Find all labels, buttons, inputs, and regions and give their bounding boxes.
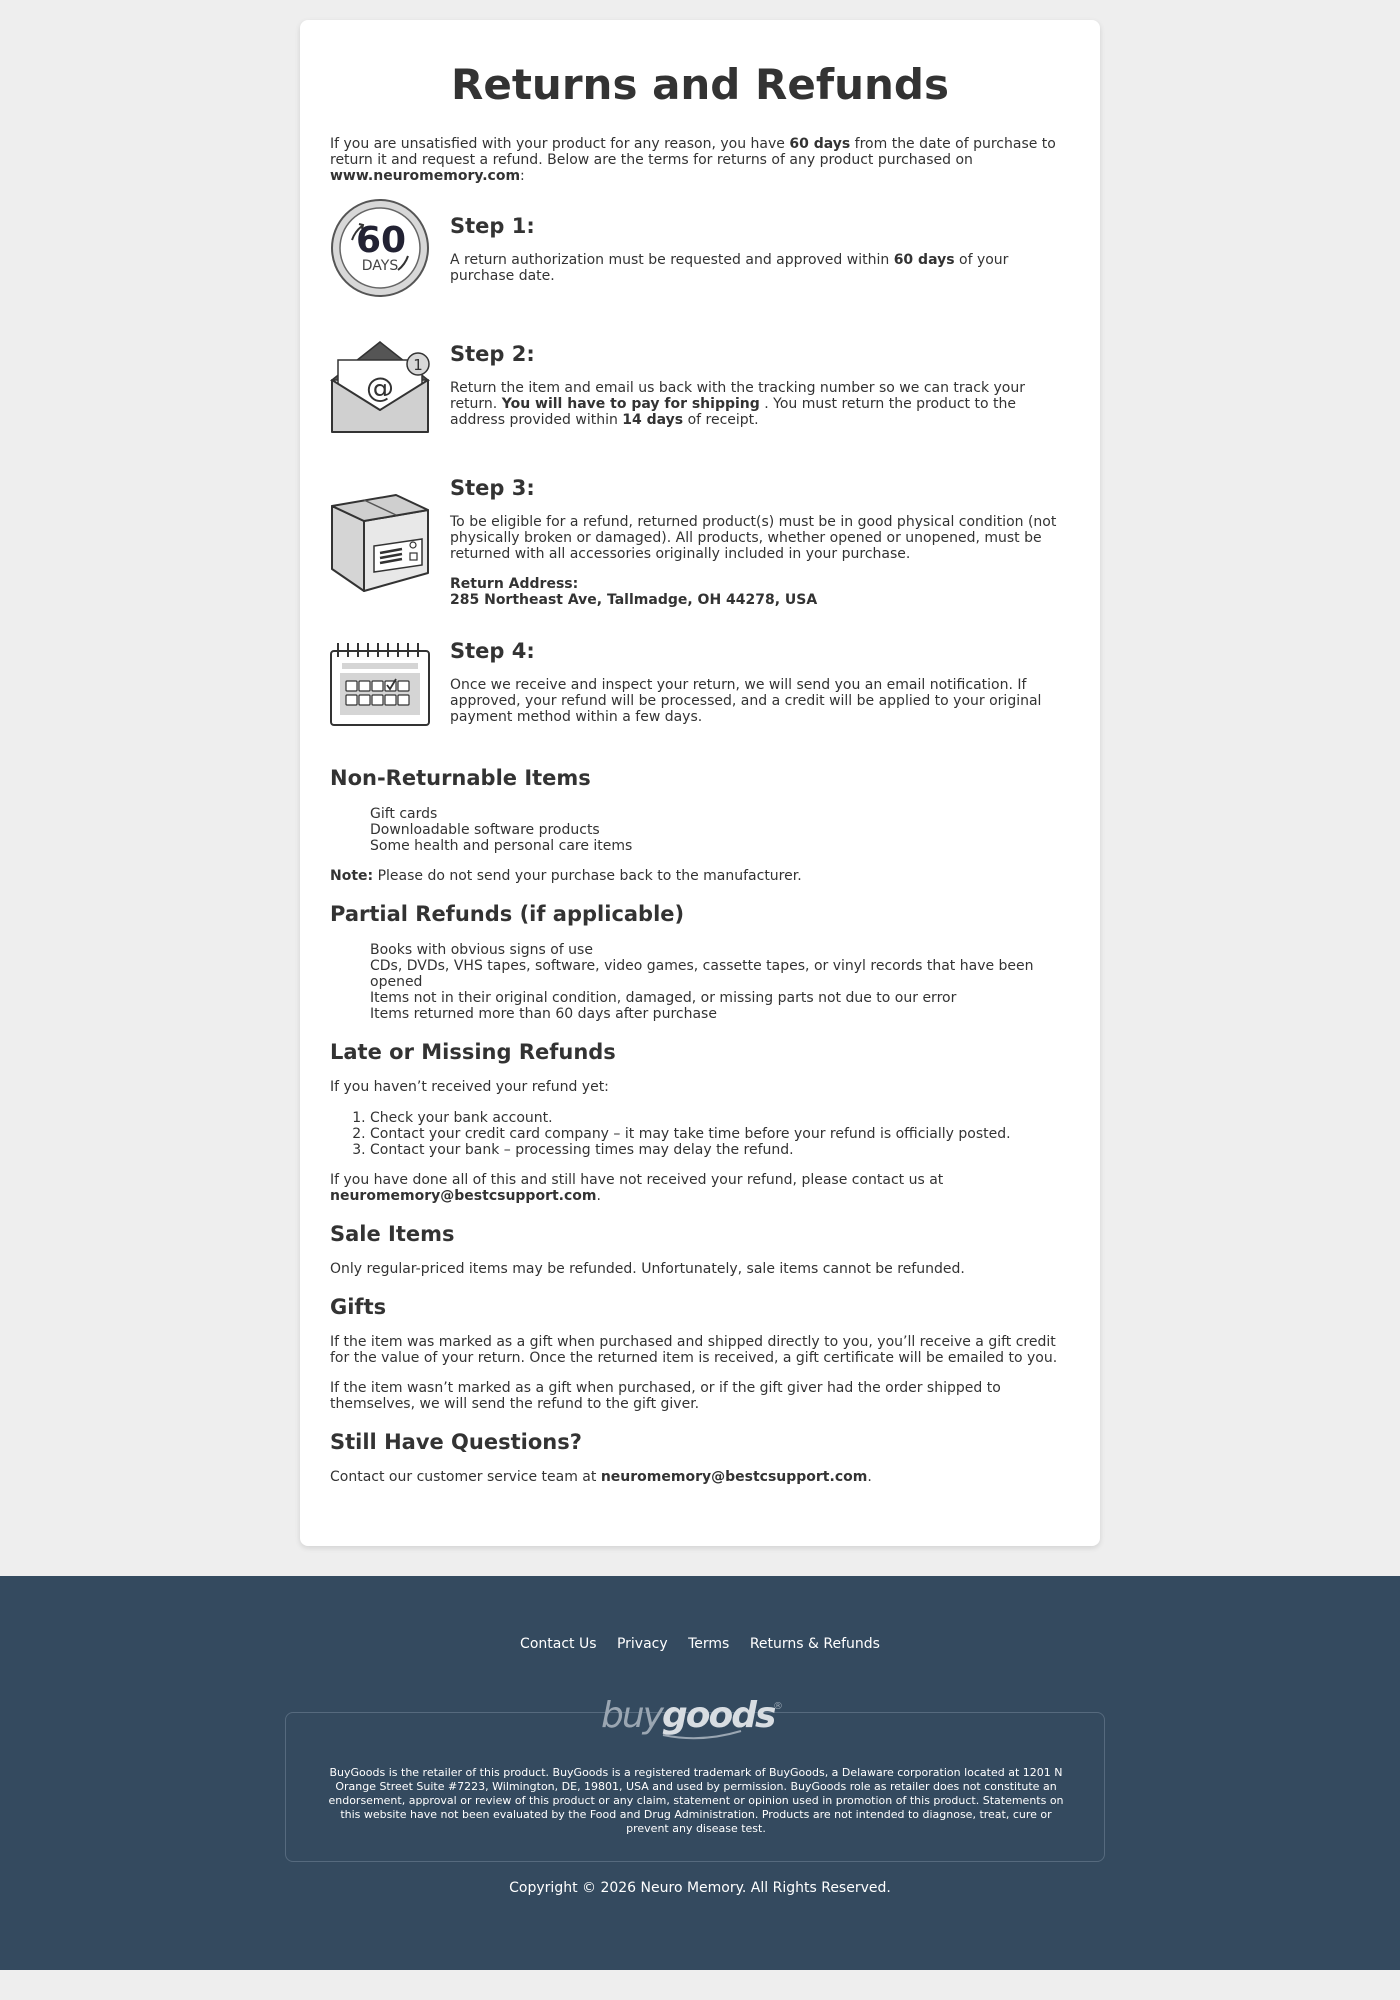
step-1-text: A return authorization must be requested and approved within 60 days of your purchase date.	[450, 252, 1009, 285]
list-item: Gift cards	[370, 806, 438, 823]
list-item: 1. Check your bank account.	[370, 1110, 1070, 1126]
list-item: 2. Contact your credit card company – it may take time before your refund is officially posted.	[370, 1126, 1070, 1142]
svg-text:buygoods: buygoods	[601, 1695, 775, 1736]
site-url: www.neuromemory.com	[330, 168, 521, 185]
return-address-value: 285 Northeast Ave, Tallmadge, OH 44278, USA	[450, 592, 818, 609]
questions-heading: Still Have Questions?	[330, 1430, 582, 1455]
returns-card	[300, 20, 1100, 1546]
list-item: Items not in their original condition, damaged, or missing parts not due to our error	[370, 990, 957, 1007]
60-days-badge-icon	[330, 198, 430, 302]
return-address	[450, 576, 1070, 608]
step-2-text: Return the item and email us back with the tracking number so we can track your return. You will have to pay for shipping . You must return the product to the address provided within 14 days of receipt.	[450, 380, 1025, 429]
step-1-title: Step 1:	[450, 214, 535, 239]
step-1	[330, 198, 1070, 302]
footer-link-terms[interactable]: Terms	[688, 1636, 730, 1652]
badge-number: 60	[355, 220, 407, 262]
step-4-title: Step 4:	[450, 639, 535, 664]
late-refunds-heading: Late or Missing Refunds	[330, 1040, 616, 1065]
intro-text: If you are unsatisfied with your product for any reason, you have 60 days from the date of purchase to return it and request a refund. Below are the terms for returns of any product purchased on www.neuromemory.com:	[330, 136, 1056, 185]
footer-link-returns[interactable]: Returns & Refunds	[749, 1636, 880, 1652]
step-4	[330, 641, 1070, 731]
support-email: neuromemory@bestcsupport.com	[600, 1469, 868, 1486]
footer-nav	[0, 1636, 1400, 1652]
support-email: neuromemory@bestcsupport.com	[330, 1188, 597, 1205]
step-3-text: To be eligible for a refund, returned product(s) must be in good physical condition (not physically broken or damaged). All products, whether opened or unopened, must be returned with all accessories originally included in your purchase.	[450, 514, 1057, 563]
note-text: Note: Please do not send your purchase back to the manufacturer.	[330, 868, 802, 885]
list-item: Some health and personal care items	[370, 838, 633, 855]
step-2	[330, 340, 1070, 440]
return-address-label: Return Address:	[450, 576, 579, 593]
badge-label: DAYS	[361, 258, 399, 275]
step-2-title: Step 2:	[450, 342, 535, 367]
footer-link-contact[interactable]: Contact Us	[520, 1636, 597, 1652]
step-4-text: Once we receive and inspect your return, we will send you an email notification. If approved, your refund will be processed, and a credit will be applied to your original payment method within a few days.	[450, 677, 1042, 726]
list-item: Items returned more than 60 days after purchase	[370, 1006, 717, 1023]
copyright-text: Copyright © 2026 Neuro Memory. All Rights Reserved.	[509, 1880, 891, 1896]
list-item: Downloadable software products	[370, 822, 600, 839]
step-3-title: Step 3:	[450, 476, 535, 501]
site-footer	[0, 1576, 1400, 1970]
svg-text:®: ®	[773, 1701, 783, 1712]
buygoods-logo	[286, 1691, 1106, 1745]
package-box-icon	[330, 483, 430, 608]
non-returnable-heading: Non-Returnable Items	[330, 766, 591, 791]
footer-link-privacy[interactable]: Privacy	[616, 1636, 668, 1652]
late-refunds-steps	[330, 1110, 1070, 1158]
calendar-icon	[330, 641, 430, 731]
gifts-text-1: If the item was marked as a gift when purchased and shipped directly to you, you’ll receive a gift credit for the value of your return. Once the returned item is received, a gift certificate will be emailed to you.	[330, 1334, 1058, 1367]
disclaimer-box	[285, 1695, 1105, 1862]
page-title: Returns and Refunds	[451, 60, 949, 109]
sale-items-heading: Sale Items	[330, 1222, 455, 1247]
questions-text: Contact our customer service team at neuromemory@bestcsupport.com.	[330, 1469, 872, 1486]
list-item: 3. Contact your bank – processing times may delay the refund.	[370, 1142, 1070, 1158]
disclaimer-text: BuyGoods is the retailer of this product. BuyGoods is a registered trademark of BuyGoods, a Delaware corporation located at 1201 N Orange Street Suite #7223, Wilmington, DE, 19801, USA and used by permission. BuyGoods role as retailer does not constitute an endorsement, approval or review of this product or any claim, statement or opinion used in promotion of this product. Statements on this website have not been evaluated by the Food and Drug Administration. Products are not intended to diagnose, treat, cure or prevent any disease test.	[328, 1766, 1064, 1835]
sale-items-text: Only regular-priced items may be refunded. Unfortunately, sale items cannot be refunded.	[330, 1261, 965, 1278]
partial-refunds-heading: Partial Refunds (if applicable)	[330, 902, 685, 927]
partial-refunds-list	[330, 942, 1070, 1022]
notification-count: 1	[413, 356, 423, 375]
late-refunds-contact: If you have done all of this and still have not received your refund, please contact us at neuromemory@bestcsupport.com.	[330, 1172, 944, 1205]
list-item: CDs, DVDs, VHS tapes, software, video games, cassette tapes, or vinyl records that have been opened	[370, 958, 1034, 991]
list-item: Books with obvious signs of use	[370, 942, 593, 959]
step-3	[330, 476, 1070, 609]
non-returnable-list	[330, 806, 1070, 854]
gifts-text-2: If the item wasn’t marked as a gift when purchased, or if the gift giver had the order shipped to themselves, we will send the refund to the gift giver.	[330, 1380, 1001, 1413]
at-symbol: @	[366, 371, 394, 405]
gifts-heading: Gifts	[330, 1295, 387, 1320]
email-envelope-icon	[330, 340, 430, 440]
late-refunds-intro: If you haven’t received your refund yet:	[330, 1079, 609, 1096]
